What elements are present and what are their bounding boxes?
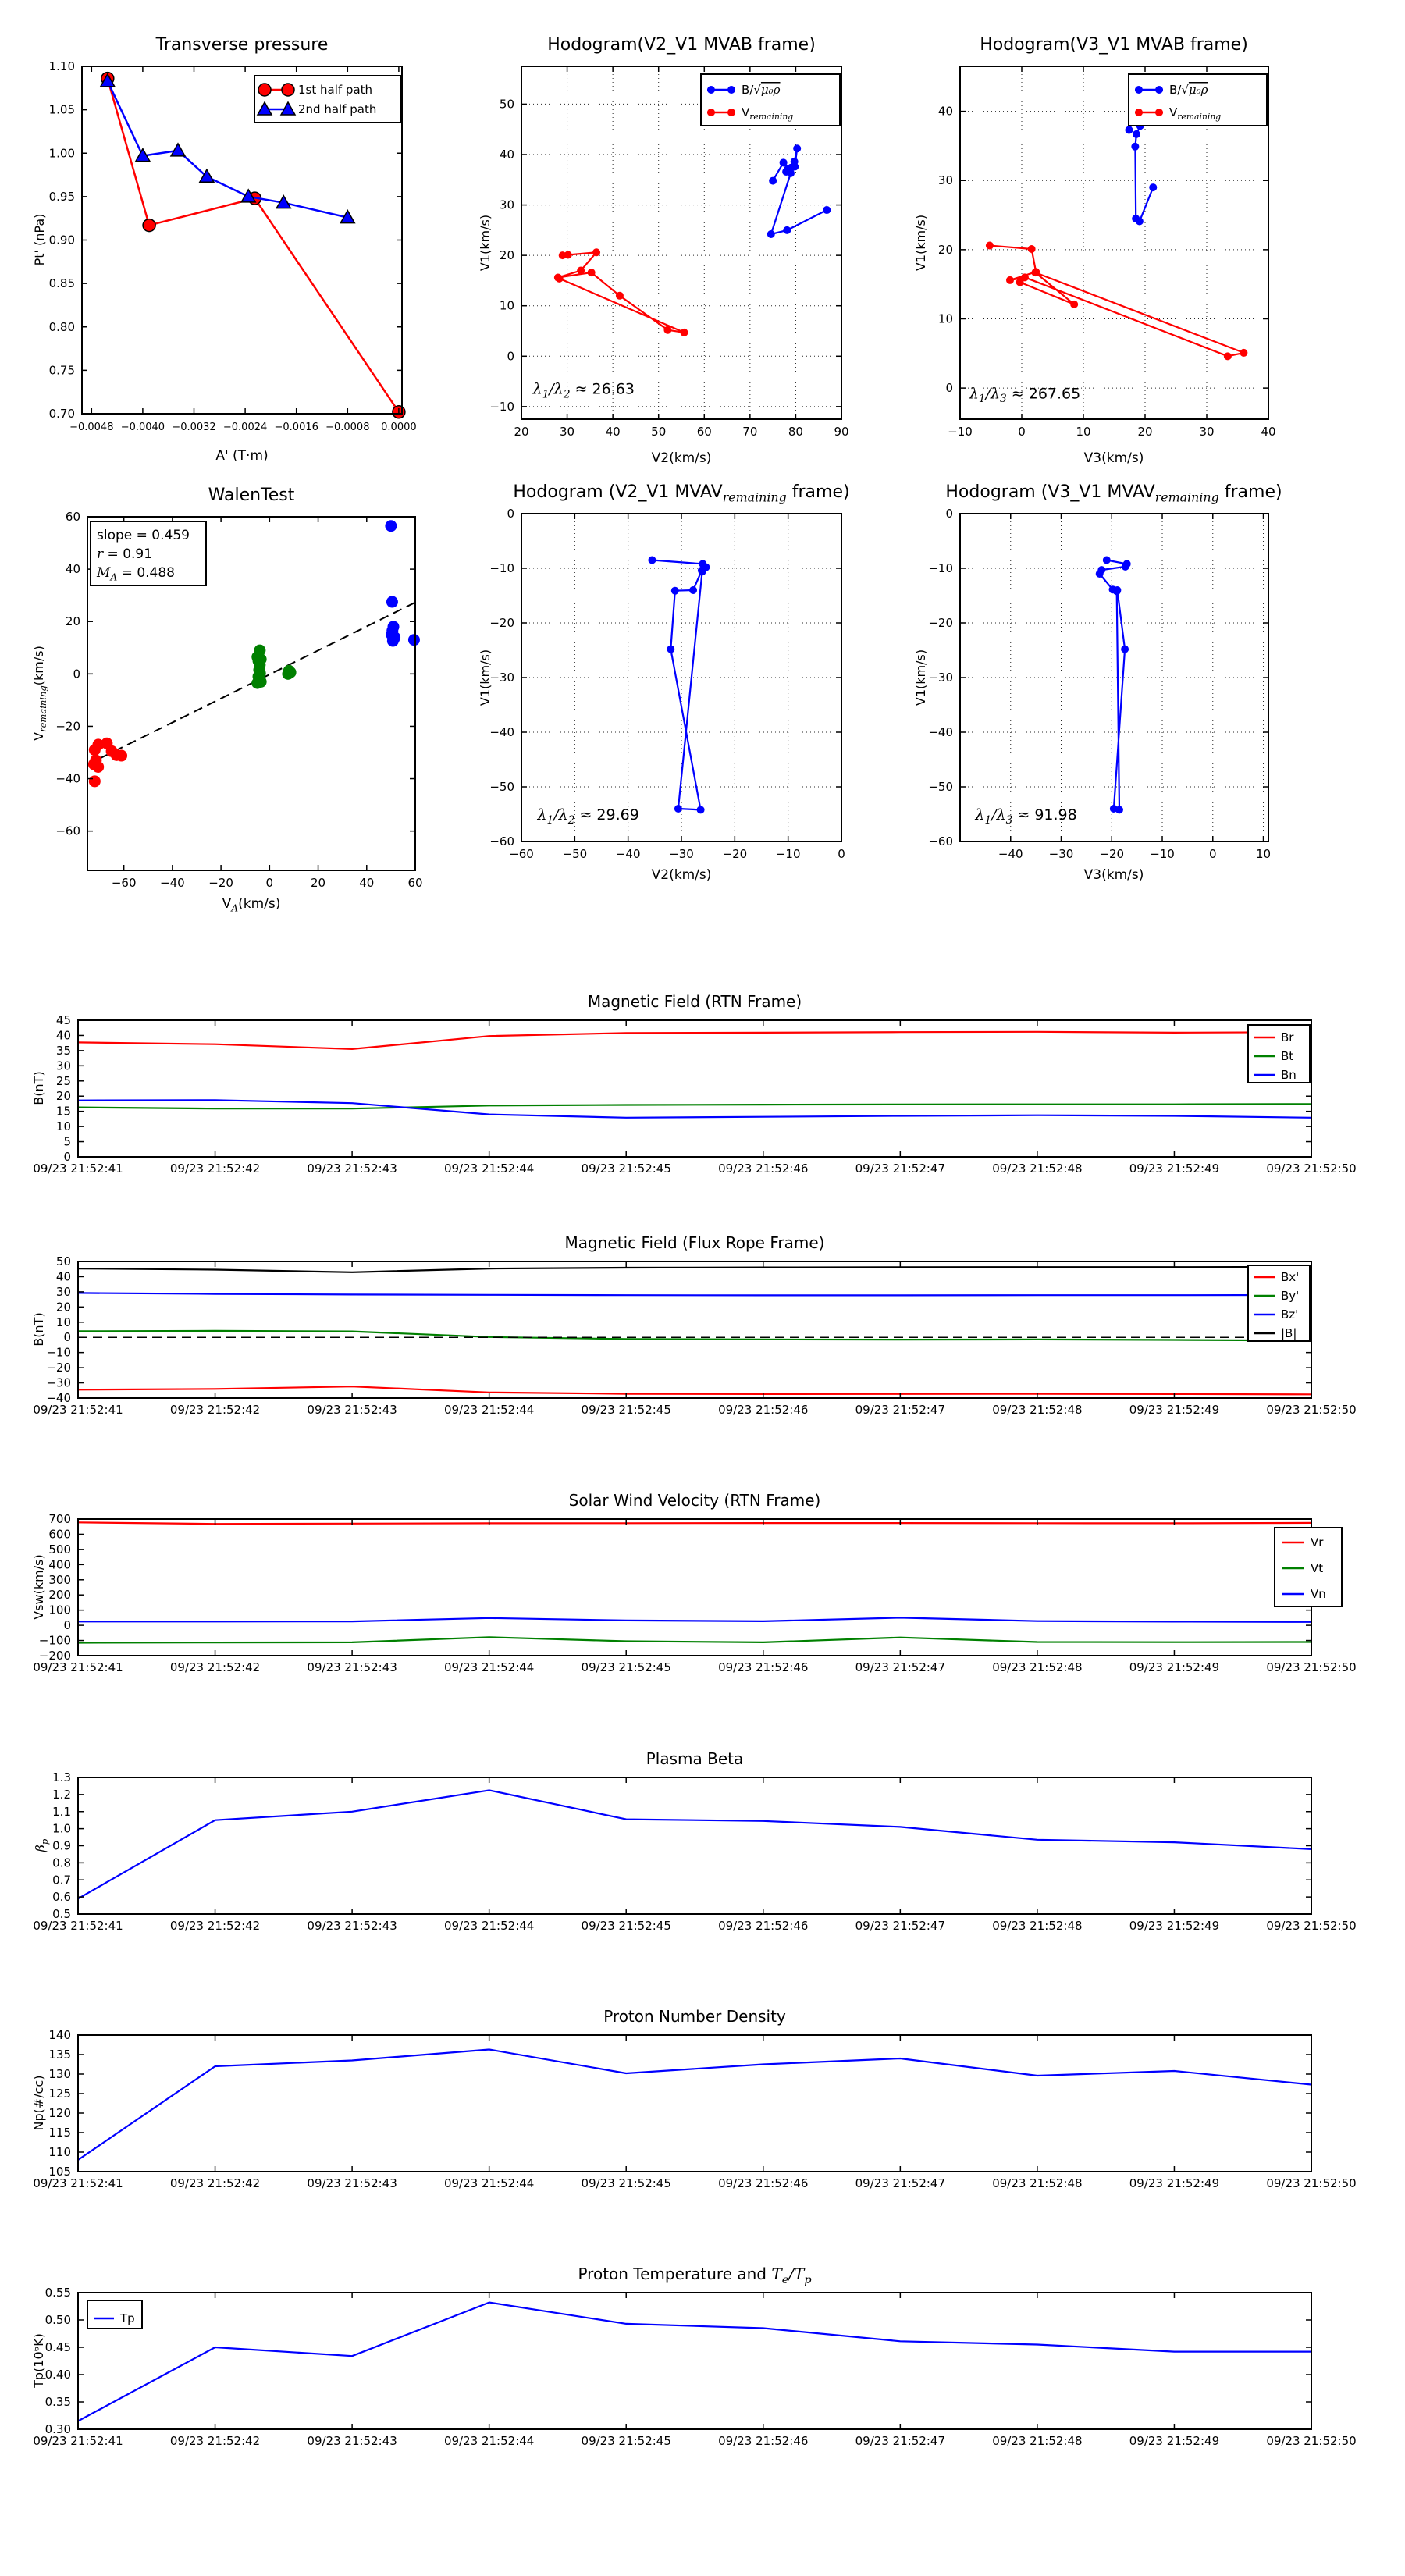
svg-text:135: 135	[48, 2048, 71, 2062]
svg-text:09/23 21:52:48: 09/23 21:52:48	[992, 1660, 1083, 1674]
svg-text:Hodogram (V3_V1 MVAVremaining: Hodogram (V3_V1 $MVAV_{remaining}$ frame)	[945, 482, 1282, 505]
hodogram-v3v1-mvab-chart	[913, 35, 1276, 466]
svg-text:110: 110	[48, 2145, 71, 2159]
svg-text:5: 5	[63, 1134, 71, 1149]
hodogram-v2v1-mvav-chart	[478, 482, 850, 883]
svg-text:Bz': Bz'	[1281, 1308, 1299, 1322]
svg-text:09/23 21:52:47: 09/23 21:52:47	[855, 1162, 946, 1176]
svg-text:0.70: 0.70	[48, 407, 75, 421]
svg-text:09/23 21:52:43: 09/23 21:52:43	[307, 2176, 397, 2190]
svg-text:0.75: 0.75	[48, 363, 75, 378]
svg-text:20: 20	[1137, 425, 1153, 439]
svg-text:1.05: 1.05	[48, 102, 75, 117]
svg-text:−20: −20	[722, 847, 748, 861]
svg-text:βp: $\beta_p$	[33, 1838, 50, 1852]
svg-text:1.00: 1.00	[48, 146, 75, 161]
svg-text:09/23 21:52:47: 09/23 21:52:47	[855, 1919, 946, 1933]
svg-text:Bn: Bn	[1281, 1068, 1297, 1082]
svg-text:09/23 21:52:48: 09/23 21:52:48	[992, 2434, 1083, 2448]
svg-text:30: 30	[937, 173, 953, 188]
svg-text:V3(km/s): V3(km/s)	[1083, 867, 1144, 883]
svg-text:09/23 21:52:41: 09/23 21:52:41	[33, 2434, 123, 2448]
svg-text:09/23 21:52:45: 09/23 21:52:45	[581, 1403, 671, 1417]
svg-text:40: 40	[937, 104, 953, 119]
svg-text:r = 0.91: r = 0.91	[97, 546, 153, 562]
svg-text:140: 140	[48, 2028, 71, 2042]
svg-text:−10: −10	[1150, 847, 1175, 861]
svg-text:115: 115	[48, 2126, 71, 2140]
svg-text:−60: −60	[489, 834, 514, 849]
svg-text:09/23 21:52:44: 09/23 21:52:44	[443, 2176, 535, 2190]
svg-text:−20: −20	[1099, 847, 1125, 861]
svg-text:A' (T·m): A' (T·m)	[215, 448, 269, 464]
svg-text:70: 70	[742, 425, 758, 439]
magnetic-field-flux-rope-chart	[31, 1233, 1357, 1417]
svg-text:40: 40	[359, 876, 375, 890]
svg-text:−0.0024: −0.0024	[222, 422, 268, 433]
svg-text:−10: −10	[46, 1345, 71, 1360]
svg-text:09/23 21:52:41: 09/23 21:52:41	[33, 2176, 123, 2190]
svg-text:Tp: Tp	[120, 2311, 135, 2325]
svg-text:09/23 21:52:50: 09/23 21:52:50	[1266, 1403, 1357, 1417]
svg-text:−0.0016: −0.0016	[274, 422, 318, 433]
svg-text:−20: −20	[46, 1361, 71, 1375]
svg-text:Hodogram (V2_V1 MVAVremaining: Hodogram (V2_V1 $MVAV_{remaining}$ frame)	[513, 482, 850, 505]
svg-text:45: 45	[55, 1013, 71, 1027]
svg-text:0.50: 0.50	[44, 2313, 71, 2327]
svg-text:2nd half path: 2nd half path	[298, 102, 377, 116]
svg-text:09/23 21:52:42: 09/23 21:52:42	[169, 1403, 261, 1417]
svg-text:−20: −20	[489, 616, 514, 630]
svg-text:09/23 21:52:42: 09/23 21:52:42	[169, 1919, 261, 1933]
svg-text:30: 30	[499, 197, 514, 212]
svg-text:Proton Number Density: Proton Number Density	[603, 2007, 786, 2026]
svg-text:−20: −20	[928, 616, 953, 630]
svg-text:−30: −30	[489, 671, 514, 685]
svg-text:09/23 21:52:42: 09/23 21:52:42	[169, 2434, 261, 2448]
svg-text:09/23 21:52:50: 09/23 21:52:50	[1266, 2176, 1357, 2190]
svg-text:−20: −20	[208, 876, 233, 890]
svg-text:09/23 21:52:49: 09/23 21:52:49	[1129, 1403, 1220, 1417]
proton-temperature-chart	[31, 2265, 1357, 2448]
svg-text:10: 10	[1076, 425, 1091, 439]
svg-text:−40: −40	[615, 847, 641, 861]
svg-text:MA = 0.488: $M_A = 0.488$	[97, 565, 175, 583]
magnetic-field-rtn-chart	[31, 992, 1357, 1176]
svg-text:09/23 21:52:43: 09/23 21:52:43	[307, 2434, 397, 2448]
svg-text:Vremaining(km/s): $V_{remaining}(km/s)$	[31, 646, 48, 741]
svg-text:−0.0048: −0.0048	[69, 422, 114, 433]
transverse-pressure-legend	[254, 76, 400, 123]
svg-text:09/23 21:52:42: 09/23 21:52:42	[169, 1660, 261, 1674]
svg-text:B/√μ₀ρ: B/√μ₀ρ	[1169, 83, 1208, 97]
svg-text:100: 100	[48, 1603, 71, 1617]
svg-text:35: 35	[55, 1043, 71, 1058]
svg-text:09/23 21:52:43: 09/23 21:52:43	[307, 1162, 397, 1176]
svg-text:B(nT): B(nT)	[31, 1312, 46, 1347]
svg-text:09/23 21:52:47: 09/23 21:52:47	[855, 2434, 946, 2448]
svg-text:−0.0032: −0.0032	[172, 422, 216, 433]
svg-text:09/23 21:52:45: 09/23 21:52:45	[581, 1162, 671, 1176]
svg-text:−10: −10	[489, 399, 514, 414]
svg-text:09/23 21:52:49: 09/23 21:52:49	[1129, 1660, 1220, 1674]
svg-text:09/23 21:52:44: 09/23 21:52:44	[443, 1660, 535, 1674]
svg-text:40: 40	[55, 1269, 71, 1284]
svg-text:09/23 21:52:45: 09/23 21:52:45	[581, 2176, 671, 2190]
svg-text:V1(km/s): V1(km/s)	[478, 649, 493, 706]
svg-text:09/23 21:52:46: 09/23 21:52:46	[718, 1919, 809, 1933]
svg-text:0.85: 0.85	[48, 276, 75, 291]
svg-text:Vt: Vt	[1311, 1561, 1324, 1575]
magnetic-field-flux-rope-legend	[1248, 1265, 1310, 1341]
svg-text:200: 200	[48, 1588, 71, 1603]
svg-text:Bx': Bx'	[1281, 1270, 1300, 1284]
svg-text:−40: −40	[46, 1391, 71, 1405]
svg-text:Hodogram(V3_V1 MVAB frame): Hodogram(V3_V1 MVAB frame)	[980, 35, 1248, 55]
svg-text:−60: −60	[928, 834, 953, 849]
svg-text:120: 120	[48, 2106, 71, 2120]
svg-text:0.35: 0.35	[44, 2395, 71, 2409]
svg-text:40: 40	[1261, 425, 1276, 439]
transverse-pressure-chart	[32, 35, 417, 464]
svg-text:Pt' (nPa): Pt' (nPa)	[32, 213, 47, 266]
svg-text:09/23 21:52:50: 09/23 21:52:50	[1266, 1660, 1357, 1674]
svg-text:400: 400	[48, 1557, 71, 1572]
svg-text:20: 20	[514, 425, 529, 439]
svg-text:09/23 21:52:50: 09/23 21:52:50	[1266, 1162, 1357, 1176]
svg-text:20: 20	[55, 1300, 71, 1315]
svg-text:09/23 21:52:49: 09/23 21:52:49	[1129, 2176, 1220, 2190]
svg-text:−60: −60	[111, 876, 137, 890]
svg-text:λ1/λ3 ≈ 91.98: $\lambda_1/\lambda_3 \approx 91.98$	[975, 806, 1077, 827]
svg-text:09/23 21:52:46: 09/23 21:52:46	[718, 2176, 809, 2190]
svg-text:0: 0	[1018, 425, 1026, 439]
proton-temperature-legend	[87, 2300, 142, 2329]
svg-text:09/23 21:52:47: 09/23 21:52:47	[855, 1403, 946, 1417]
svg-text:600: 600	[48, 1527, 71, 1542]
svg-text:700: 700	[48, 1512, 71, 1526]
svg-text:Br: Br	[1281, 1030, 1294, 1044]
svg-text:−50: −50	[489, 780, 514, 794]
svg-text:09/23 21:52:49: 09/23 21:52:49	[1129, 1919, 1220, 1933]
svg-text:0.90: 0.90	[48, 233, 75, 247]
svg-text:0.0000: 0.0000	[381, 422, 417, 433]
svg-text:V1(km/s): V1(km/s)	[913, 214, 928, 272]
svg-text:30: 30	[560, 425, 575, 439]
svg-text:09/23 21:52:45: 09/23 21:52:45	[581, 2434, 671, 2448]
svg-text:09/23 21:52:46: 09/23 21:52:46	[718, 1660, 809, 1674]
svg-text:0: 0	[265, 876, 274, 890]
svg-text:λ1/λ3 ≈ 267.65: $\lambda_1/\lambda_3 \approx 267.65$	[969, 385, 1081, 406]
svg-text:09/23 21:52:46: 09/23 21:52:46	[718, 1403, 809, 1417]
svg-text:0: 0	[63, 1150, 71, 1164]
svg-text:09/23 21:52:47: 09/23 21:52:47	[855, 2176, 946, 2190]
svg-text:Transverse pressure: Transverse pressure	[155, 35, 329, 55]
svg-text:20: 20	[311, 876, 326, 890]
svg-text:0: 0	[1208, 847, 1217, 861]
svg-text:Vremaining: $V_{remaining}$	[1169, 105, 1222, 122]
svg-text:50: 50	[499, 97, 514, 112]
svg-text:0: 0	[945, 507, 953, 521]
svg-text:0.30: 0.30	[44, 2422, 71, 2436]
svg-text:30: 30	[55, 1284, 71, 1299]
svg-text:λ1/λ2 ≈ 26.63: $\lambda_1/\lambda_2 \approx 26.63$	[532, 380, 635, 401]
svg-text:0.8: 0.8	[52, 1856, 71, 1870]
svg-text:20: 20	[65, 614, 80, 629]
svg-text:500: 500	[48, 1542, 71, 1557]
svg-text:09/23 21:52:44: 09/23 21:52:44	[443, 1919, 535, 1933]
svg-text:Proton Temperature and Te/Tp: Proton Temperature and $T_e/T_p$	[578, 2265, 812, 2286]
svg-text:−30: −30	[46, 1375, 71, 1390]
svg-text:By': By'	[1281, 1289, 1300, 1303]
svg-text:0: 0	[838, 847, 845, 861]
svg-text:slope = 0.459: slope = 0.459	[97, 528, 190, 543]
svg-text:−60: −60	[55, 824, 80, 838]
svg-text:09/23 21:52:49: 09/23 21:52:49	[1129, 2434, 1220, 2448]
svg-text:40: 40	[55, 1028, 71, 1043]
svg-text:40: 40	[499, 148, 514, 162]
svg-text:105: 105	[48, 2165, 71, 2179]
svg-text:−40: −40	[160, 876, 185, 890]
svg-text:10: 10	[1255, 847, 1272, 861]
svg-text:125: 125	[48, 2087, 71, 2101]
svg-text:09/23 21:52:50: 09/23 21:52:50	[1266, 2434, 1357, 2448]
svg-text:0.55: 0.55	[44, 2286, 71, 2300]
svg-text:10: 10	[499, 298, 514, 313]
svg-text:Solar Wind Velocity (RTN Frame: Solar Wind Velocity (RTN Frame)	[568, 1491, 821, 1510]
svg-text:300: 300	[48, 1572, 71, 1587]
svg-text:09/23 21:52:46: 09/23 21:52:46	[718, 1162, 809, 1176]
svg-text:Vr: Vr	[1311, 1535, 1324, 1550]
svg-text:09/23 21:52:45: 09/23 21:52:45	[581, 1919, 671, 1933]
svg-text:09/23 21:52:50: 09/23 21:52:50	[1266, 1919, 1357, 1933]
svg-text:60: 60	[65, 510, 80, 524]
svg-text:60: 60	[696, 425, 712, 439]
svg-text:60: 60	[407, 876, 423, 890]
svg-text:−40: −40	[928, 725, 953, 739]
hodogram-v2v1-mvab-legend	[701, 74, 840, 126]
svg-text:10: 10	[55, 1315, 71, 1329]
hodogram-v3v1-mvav-chart	[913, 482, 1282, 883]
svg-text:09/23 21:52:48: 09/23 21:52:48	[992, 1162, 1083, 1176]
svg-text:25: 25	[55, 1073, 71, 1088]
svg-text:Vsw(km/s): Vsw(km/s)	[31, 1554, 46, 1620]
svg-text:0.5: 0.5	[52, 1907, 71, 1921]
svg-text:40: 40	[65, 562, 80, 577]
svg-text:−10: −10	[928, 561, 953, 575]
svg-text:20: 20	[499, 248, 514, 263]
svg-text:0.6: 0.6	[52, 1890, 71, 1905]
svg-text:V3(km/s): V3(km/s)	[1083, 450, 1144, 466]
svg-text:B(nT): B(nT)	[31, 1071, 46, 1105]
svg-text:V1(km/s): V1(km/s)	[478, 214, 493, 272]
svg-text:30: 30	[1199, 425, 1215, 439]
svg-text:1st half path: 1st half path	[298, 83, 373, 97]
svg-text:09/23 21:52:41: 09/23 21:52:41	[33, 1162, 123, 1176]
svg-text:λ1/λ2 ≈ 29.69: $\lambda_1/\lambda_2 \approx 29.69$	[537, 806, 639, 827]
svg-text:1.0: 1.0	[52, 1821, 71, 1836]
svg-text:0.80: 0.80	[48, 319, 75, 334]
svg-text:−50: −50	[928, 780, 953, 794]
svg-text:−30: −30	[928, 671, 953, 685]
svg-text:0: 0	[73, 667, 80, 681]
svg-text:0: 0	[945, 381, 953, 396]
svg-text:130: 130	[48, 2067, 71, 2081]
svg-text:−40: −40	[998, 847, 1023, 861]
svg-text:−0.0008: −0.0008	[325, 422, 370, 433]
svg-text:Vremaining: $V_{remaining}$	[742, 105, 794, 122]
svg-text:−10: −10	[948, 425, 973, 439]
plasma-beta-chart	[33, 1749, 1357, 1933]
svg-text:Plasma Beta: Plasma Beta	[646, 1749, 744, 1768]
svg-text:−40: −40	[489, 725, 514, 739]
svg-text:WalenTest: WalenTest	[208, 486, 295, 505]
svg-text:Np(#/cc): Np(#/cc)	[31, 2075, 46, 2131]
svg-text:09/23 21:52:43: 09/23 21:52:43	[307, 1919, 397, 1933]
svg-text:0: 0	[63, 1330, 71, 1345]
svg-text:|B|: |B|	[1281, 1326, 1297, 1340]
svg-text:0.9: 0.9	[52, 1838, 71, 1853]
svg-text:09/23 21:52:43: 09/23 21:52:43	[307, 1403, 397, 1417]
svg-text:−60: −60	[509, 847, 534, 861]
svg-text:VA(km/s): $V_A(km/s)$	[222, 896, 281, 914]
svg-text:−40: −40	[55, 771, 80, 786]
svg-text:10: 10	[55, 1119, 71, 1134]
svg-text:−100: −100	[38, 1633, 71, 1648]
svg-text:0.7: 0.7	[52, 1873, 71, 1888]
svg-text:09/23 21:52:42: 09/23 21:52:42	[169, 2176, 261, 2190]
svg-text:50: 50	[651, 425, 667, 439]
svg-text:0: 0	[63, 1618, 71, 1633]
svg-text:−30: −30	[669, 847, 694, 861]
walen-test-chart	[31, 486, 423, 913]
svg-text:09/23 21:52:44: 09/23 21:52:44	[443, 1403, 535, 1417]
svg-text:Tp(10⁶K): Tp(10⁶K)	[31, 2333, 46, 2388]
svg-text:09/23 21:52:41: 09/23 21:52:41	[33, 1919, 123, 1933]
solar-wind-velocity-legend	[1275, 1528, 1342, 1606]
svg-text:0: 0	[507, 349, 514, 364]
svg-text:V1(km/s): V1(km/s)	[913, 649, 928, 706]
svg-text:09/23 21:52:44: 09/23 21:52:44	[443, 2434, 535, 2448]
svg-text:Magnetic Field (Flux Rope Fram: Magnetic Field (Flux Rope Frame)	[564, 1233, 825, 1252]
svg-text:30: 30	[55, 1059, 71, 1073]
svg-text:Bt: Bt	[1281, 1049, 1294, 1063]
svg-text:09/23 21:52:47: 09/23 21:52:47	[855, 1660, 946, 1674]
svg-text:09/23 21:52:44: 09/23 21:52:44	[443, 1162, 535, 1176]
svg-text:1.10: 1.10	[48, 59, 75, 73]
svg-text:Magnetic Field (RTN Frame): Magnetic Field (RTN Frame)	[587, 992, 802, 1011]
svg-text:0.40: 0.40	[44, 2368, 71, 2382]
svg-text:1.1: 1.1	[52, 1804, 71, 1819]
svg-text:20: 20	[55, 1089, 71, 1104]
proton-number-density-chart	[31, 2007, 1357, 2190]
svg-text:−20: −20	[55, 719, 80, 734]
svg-text:−0.0040: −0.0040	[120, 422, 165, 433]
svg-text:09/23 21:52:49: 09/23 21:52:49	[1129, 1162, 1220, 1176]
solar-wind-velocity-chart	[31, 1491, 1357, 1674]
svg-text:−200: −200	[38, 1649, 71, 1663]
svg-text:15: 15	[55, 1104, 71, 1119]
svg-text:80: 80	[788, 425, 803, 439]
svg-text:0.45: 0.45	[44, 2340, 71, 2354]
svg-text:−10: −10	[775, 847, 801, 861]
svg-text:−30: −30	[1048, 847, 1074, 861]
magnetic-field-rtn-legend	[1248, 1025, 1310, 1083]
hodogram-v2v1-mvab-chart	[478, 35, 849, 466]
svg-text:09/23 21:52:42: 09/23 21:52:42	[169, 1162, 261, 1176]
svg-text:10: 10	[937, 311, 953, 326]
svg-text:0: 0	[507, 507, 514, 521]
svg-text:09/23 21:52:45: 09/23 21:52:45	[581, 1660, 671, 1674]
svg-text:09/23 21:52:41: 09/23 21:52:41	[33, 1660, 123, 1674]
svg-text:V2(km/s): V2(km/s)	[651, 450, 712, 466]
svg-text:−10: −10	[489, 561, 514, 575]
svg-text:1.2: 1.2	[52, 1787, 71, 1802]
svg-text:09/23 21:52:43: 09/23 21:52:43	[307, 1660, 397, 1674]
svg-text:Hodogram(V2_V1 MVAB frame): Hodogram(V2_V1 MVAB frame)	[547, 35, 816, 55]
svg-text:09/23 21:52:48: 09/23 21:52:48	[992, 2176, 1083, 2190]
svg-text:B/√μ₀ρ: B/√μ₀ρ	[742, 83, 781, 97]
svg-text:09/23 21:52:48: 09/23 21:52:48	[992, 1403, 1083, 1417]
svg-text:09/23 21:52:46: 09/23 21:52:46	[718, 2434, 809, 2448]
svg-text:20: 20	[937, 242, 953, 257]
svg-text:50: 50	[55, 1254, 71, 1268]
svg-text:09/23 21:52:48: 09/23 21:52:48	[992, 1919, 1083, 1933]
svg-text:Vn: Vn	[1311, 1587, 1326, 1601]
svg-text:0.95: 0.95	[48, 189, 75, 204]
svg-text:09/23 21:52:41: 09/23 21:52:41	[33, 1403, 123, 1417]
svg-text:90: 90	[834, 425, 849, 439]
svg-text:V2(km/s): V2(km/s)	[651, 867, 712, 883]
hodogram-v3v1-mvab-legend	[1129, 74, 1267, 126]
svg-text:−50: −50	[562, 847, 588, 861]
svg-text:1.3: 1.3	[52, 1770, 71, 1784]
svg-text:40: 40	[605, 425, 621, 439]
